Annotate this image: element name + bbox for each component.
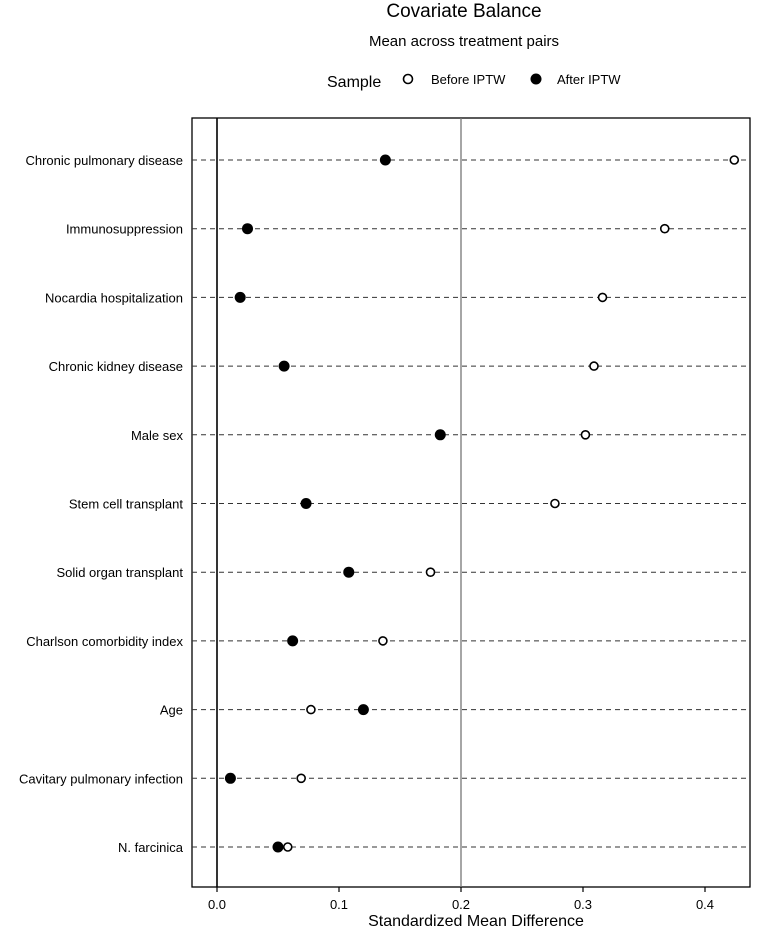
x-tick-label: 0.3	[573, 897, 593, 912]
x-tick-label: 0.0	[207, 897, 227, 912]
covariate-label: Male sex	[130, 427, 183, 443]
point-before-iptw	[661, 225, 669, 233]
point-after-iptw	[279, 361, 290, 372]
covariate-row	[49, 359, 750, 374]
plot-frame	[192, 118, 750, 887]
covariate-label: Stem cell transplant	[68, 496, 183, 512]
covariate-label: N. farcinica	[117, 840, 183, 855]
covariate-label: Chronic pulmonary disease	[25, 153, 183, 168]
point-before-iptw	[599, 293, 607, 301]
x-tick-label: 0.4	[695, 897, 715, 912]
covariate-row	[57, 565, 750, 580]
covariate-row	[25, 153, 750, 168]
x-axis-label: Standardized Mean Difference	[368, 913, 584, 930]
covariate-row	[26, 634, 750, 649]
point-before-iptw	[284, 843, 292, 851]
point-before-iptw	[379, 637, 387, 645]
covariate-label: Chronic kidney disease	[48, 359, 183, 375]
covariate-row	[19, 771, 750, 786]
point-before-iptw	[297, 774, 305, 782]
covariate-rows	[19, 153, 750, 855]
x-tick-label: 0.2	[451, 897, 471, 912]
point-after-iptw	[343, 567, 354, 578]
covariate-row	[69, 497, 750, 512]
covariate-label: Cavitary pulmonary infection	[18, 771, 183, 787]
point-after-iptw	[273, 842, 284, 853]
point-after-iptw	[435, 429, 446, 440]
legend-title: Sample	[327, 74, 382, 91]
point-after-iptw	[358, 704, 369, 715]
covariate-row	[131, 428, 750, 443]
legend-label-after: After IPTW	[557, 72, 621, 87]
point-before-iptw	[730, 156, 738, 164]
point-before-iptw	[590, 362, 598, 370]
legend-filled-circle-icon	[531, 74, 542, 85]
legend-open-circle-icon	[404, 75, 413, 84]
chart-title: Covariate Balance	[386, 1, 542, 22]
point-after-iptw	[242, 223, 253, 234]
point-after-iptw	[301, 498, 312, 509]
point-before-iptw	[427, 568, 435, 576]
covariate-row	[118, 840, 750, 855]
covariate-label: Solid organ transplant	[56, 565, 183, 581]
point-after-iptw	[225, 773, 236, 784]
covariate-label: Nocardia hospitalization	[44, 290, 183, 306]
legend-label-before: Before IPTW	[431, 72, 506, 87]
x-axis	[208, 887, 714, 912]
point-after-iptw	[287, 635, 298, 646]
legend	[327, 72, 621, 91]
covariate-label: Immunosuppression	[65, 221, 183, 237]
covariate-label: Charlson comorbidity index	[26, 633, 183, 649]
covariate-row	[160, 703, 750, 718]
chart-subtitle: Mean across treatment pairs	[368, 33, 560, 50]
point-before-iptw	[551, 500, 559, 508]
point-after-iptw	[235, 292, 246, 303]
covariate-row	[66, 222, 750, 237]
plot-area	[192, 118, 750, 887]
point-after-iptw	[380, 155, 391, 166]
covariate-row	[45, 290, 750, 305]
point-before-iptw	[307, 706, 315, 714]
point-before-iptw	[581, 431, 589, 439]
covariate-label: Age	[159, 702, 183, 718]
x-tick-label: 0.1	[329, 897, 349, 912]
